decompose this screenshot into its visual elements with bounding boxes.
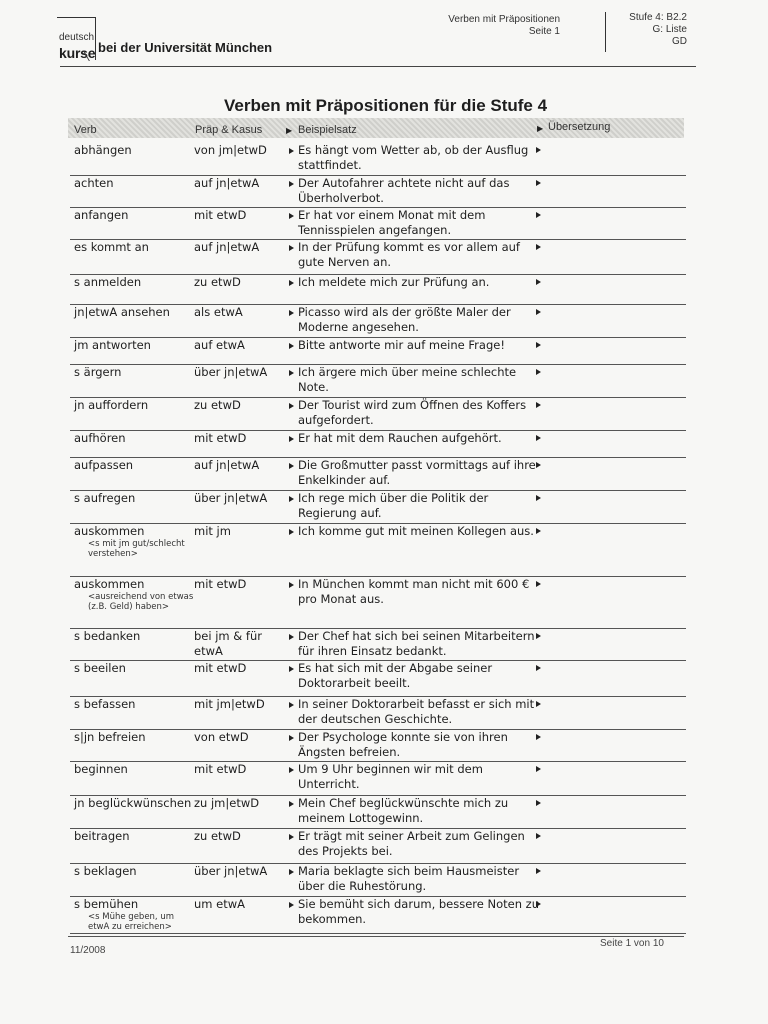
example-sentence-cell: Es hängt vom Wetter ab, ob der Ausflug stattfindet. [288,143,544,173]
example-sentence-cell: In seiner Doktorarbeit befasst er sich mit der deutschen Geschichte. [288,697,544,727]
verb-cell [74,176,194,191]
example-sentence-cell: Um 9 Uhr beginnen wir mit dem Unterricht. [288,762,544,792]
verb-cell [74,491,194,506]
verb-text: jn beglückwünschen [74,796,192,810]
example-sentence-cell: In der Prüfung kommt es vor allem auf gute Nerven an. [288,240,544,270]
preposition-cell: mit etwD [194,577,247,591]
preposition-cell: über jn|etwA [194,491,268,505]
verb-text: aufhören [74,431,126,445]
verb-cell [74,338,194,353]
verb-text: s bedanken [74,629,141,643]
verb-text: s anmelden [74,275,142,289]
verb-cell [74,730,194,745]
table-row [70,240,686,275]
preposition-cell: über jn|etwA [194,365,268,379]
verb-cell [74,829,194,844]
example-sentence-cell: Ich komme gut mit meinen Kollegen aus. [288,524,544,539]
header-level-info [610,12,687,48]
preposition-cell: auf jn|etwA [194,458,260,472]
footer-date: 11/2008 [70,945,106,956]
preposition-cell: zu jm|etwD [194,796,260,810]
verb-cell [74,275,194,290]
preposition-cell: zu etwD [194,275,241,289]
verb-text: beginnen [74,762,128,776]
verb-text: s aufregen [74,491,136,505]
preposition-cell: um etwA [194,897,246,911]
row-rule [70,933,686,934]
example-sentence-cell: Es hat sich mit der Abgabe seiner Doktorarbeit beeilt. [288,661,544,691]
table-row [70,697,686,730]
verb-text: es kommt an [74,240,149,254]
verb-text: auskommen [74,577,145,591]
header-level: Stufe 4: B2.2 [629,12,687,23]
logo-line-deutsch: deutsch [59,32,95,43]
table-row [70,176,686,208]
column-header-translation: Übersetzung [548,121,611,133]
verb-text: achten [74,176,114,190]
verb-cell [74,431,194,446]
example-sentence-cell: Ich meldete mich zur Prüfung an. [288,275,544,290]
table-row [70,864,686,897]
example-sentence-cell: In München kommt man nicht mit 600 € pro Monat aus. [288,577,544,607]
table-row [70,629,686,661]
verb-cell [74,897,194,932]
verb-cell [74,864,194,879]
header-rule [60,66,696,67]
verb-meaning-note: <s mit jm gut/schlecht verstehen> [88,539,185,559]
example-sentence-cell: Sie bemüht sich darum, bessere Noten zu bekommen. [288,897,544,927]
header-doc-info [420,14,560,38]
preposition-cell: über jn|etwA [194,864,268,878]
verb-meaning-note: <s Mühe geben, um etwA zu erreichen> [88,912,175,932]
table-row [70,458,686,491]
table-row [70,305,686,338]
preposition-cell: auf jn|etwA [194,240,260,254]
page-title: Verben mit Präpositionen für die Stufe 4 [224,96,548,115]
verb-text: s ärgern [74,365,122,379]
table-row [70,730,686,762]
verb-cell [74,524,194,559]
university-name: bei der Universität München [98,40,273,55]
column-header-verb: Verb [74,124,97,136]
column-header-prep: Präp & Kasus [195,124,263,136]
table-row [70,208,686,240]
table-row [70,491,686,524]
preposition-cell: auf jn|etwA [194,176,260,190]
verb-meaning-note: <ausreichend von etwas (z.B. Geld) haben> [88,592,194,612]
preposition-cell: mit jm|etwD [194,697,265,711]
verb-cell [74,365,194,380]
example-sentence-cell: Bitte antworte mir auf meine Frage! [288,338,544,353]
example-sentence-cell: Er hat vor einem Monat mit dem Tennisspielen angefangen. [288,208,544,238]
preposition-cell: von etwD [194,730,249,744]
table-row [70,275,686,305]
verb-text: abhängen [74,143,132,157]
preposition-cell: auf etwA [194,338,245,352]
header-page-label: Seite 1 [528,26,560,37]
verb-cell [74,208,194,223]
table-row [70,431,686,458]
table-row [70,398,686,431]
verb-text: s beeilen [74,661,126,675]
table-row [70,796,686,829]
example-sentence-cell: Ich ärgere mich über meine schlechte Note. [288,365,544,395]
example-sentence-cell: Maria beklagte sich beim Hausmeister über die Ruhestörung. [288,864,544,894]
preposition-cell: zu etwD [194,398,241,412]
verb-text: jn auffordern [74,398,149,412]
verb-text: jn|etwA ansehen [74,305,170,319]
verb-cell [74,240,194,255]
header-list: G: Liste [652,24,687,35]
table-row [70,577,686,629]
table-row [70,365,686,398]
table-row [70,829,686,864]
table-row [70,143,686,176]
column-header-example-arrow-icon: ▶ [286,126,293,135]
example-sentence-cell: Er hat mit dem Rauchen aufgehört. [288,431,544,446]
verb-cell [74,143,194,158]
example-sentence-cell: Mein Chef beglückwünschte mich zu meinem Lottogewinn. [288,796,544,826]
example-sentence-cell: Der Autofahrer achtete nicht auf das Überholverbot. [288,176,544,206]
verb-cell [74,398,194,413]
preposition-cell: als etwA [194,305,243,319]
verb-cell [74,697,194,712]
header-divider [605,12,606,52]
verb-cell [74,796,194,811]
example-sentence-cell: Der Chef hat sich bei seinen Mitarbeitern für ihren Einsatz bedankt. [288,629,544,659]
table-row [70,897,686,934]
example-sentence-cell: Picasso wird als der größte Maler der Moderne angesehen. [288,305,544,335]
column-header-translation-arrow-icon: ▶ [537,124,544,133]
preposition-cell: mit etwD [194,762,247,776]
verb-text: s beklagen [74,864,137,878]
verb-text: anfangen [74,208,129,222]
example-sentence-cell: Ich rege mich über die Politik der Regierung auf. [288,491,544,521]
table-row [70,762,686,796]
verb-text: s bemühen [74,897,139,911]
verb-cell [74,577,194,612]
table-row [70,524,686,577]
column-header-example: Beispielsatz [298,124,357,136]
verb-cell [74,661,194,676]
preposition-cell: von jm|etwD [194,143,267,157]
example-sentence-cell: Die Großmutter passt vormittags auf ihre Enkelkinder auf. [288,458,544,488]
preposition-cell: mit etwD [194,661,247,675]
verb-text: aufpassen [74,458,134,472]
table-row [70,338,686,365]
header-doc-title: Verben mit Präpositionen [448,14,560,25]
header-code: GD [672,36,687,47]
preposition-cell: zu etwD [194,829,241,843]
preposition-cell: bei jm & für etwA [194,629,262,658]
footer-rule [68,936,684,937]
preposition-cell: mit etwD [194,208,247,222]
verb-text: jm antworten [74,338,151,352]
example-sentence-cell: Der Psychologe konnte sie von ihren Ängsten befreien. [288,730,544,760]
table-row [70,661,686,697]
verb-cell [74,458,194,473]
verb-text: auskommen [74,524,145,538]
footer-page-number: Seite 1 von 10 [600,938,664,949]
preposition-cell: mit etwD [194,431,247,445]
example-sentence-cell: Er trägt mit seiner Arbeit zum Gelingen des Projekts bei. [288,829,544,859]
example-sentence-cell: Der Tourist wird zum Öffnen des Koffers aufgefordert. [288,398,544,428]
verb-text: s befassen [74,697,136,711]
verb-cell [74,629,194,644]
verb-cell [74,305,194,320]
logo-line-kurse: kurse [59,45,96,61]
preposition-cell: mit jm [194,524,231,538]
verb-cell [74,762,194,777]
verb-text: s|jn befreien [74,730,146,744]
verb-text: beitragen [74,829,130,843]
